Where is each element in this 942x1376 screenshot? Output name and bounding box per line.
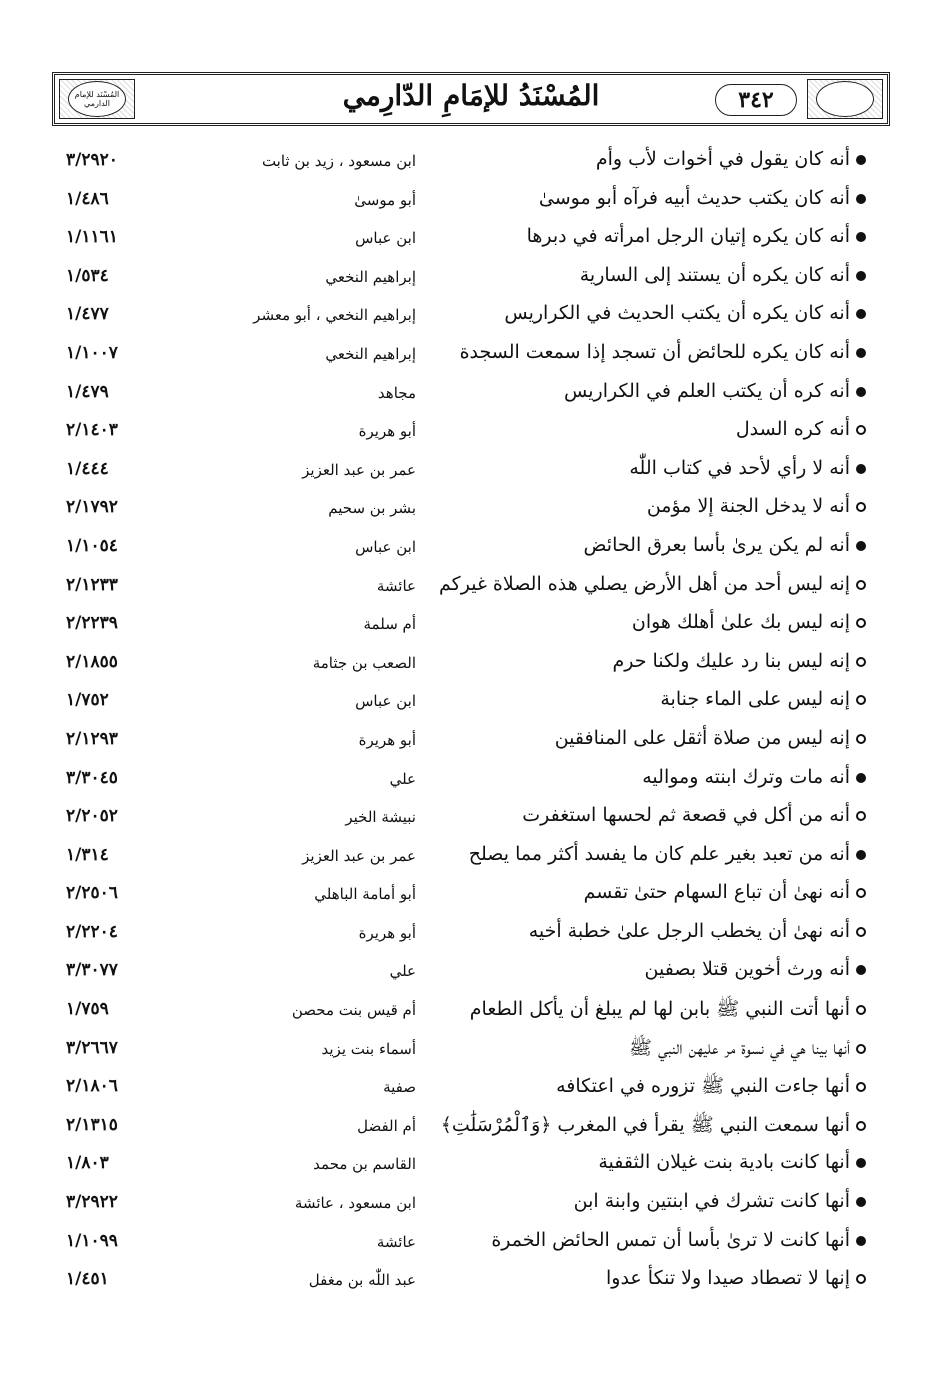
hadith-incipit [580, 264, 866, 286]
hadith-text: أنها كانت تشرك في ابنتين وابنة ابن [573, 1190, 850, 1213]
volume-hadith-reference: ٣/٣٠٧٧ [66, 960, 118, 981]
index-row [60, 875, 866, 914]
volume-hadith-reference: ٣/٢٩٢٠ [66, 150, 118, 170]
open-circle-icon [856, 425, 866, 435]
volume-hadith-reference: ١/٨٠٣ [66, 1153, 109, 1174]
hadith-incipit [645, 958, 866, 980]
narrator: إبراهيم النخعي [325, 267, 416, 286]
narrator: عائشة [376, 576, 416, 595]
open-circle-icon [856, 657, 866, 667]
volume-hadith-reference: ٢/٢٥٠٦ [66, 883, 118, 904]
volume-hadith-reference: ٢/٢٢٠٤ [66, 921, 118, 942]
hadith-incipit [439, 573, 866, 595]
index-row [60, 644, 866, 683]
volume-hadith-reference: ١/٥٣٤ [66, 265, 109, 286]
narrator: صفية [383, 1078, 416, 1097]
hadith-incipit [556, 1074, 866, 1102]
narrator: مجاهد [377, 383, 416, 402]
narrator: أبو أمامة الباهلي [314, 885, 416, 904]
volume-hadith-reference: ١/٤٧٩ [66, 381, 109, 402]
index-row [60, 258, 866, 297]
index-row [60, 412, 866, 451]
ornament-emblem-left [59, 79, 135, 119]
emblem-text: المُسْنَد للإمام الدارمي [68, 81, 126, 117]
volume-hadith-reference: ٢/١٤٠٣ [66, 420, 118, 441]
filled-circle-icon [856, 348, 866, 358]
emblem-decoration [816, 81, 874, 117]
narrator: عمر بن عبد العزيز [302, 846, 416, 865]
index-row [60, 1030, 866, 1069]
index-row [60, 798, 866, 837]
filled-circle-icon [856, 232, 866, 242]
hadith-incipit [642, 766, 866, 788]
index-row [60, 1261, 866, 1300]
hadith-text: أنه لم يكن يرىٰ بأسا بعرق الحائض [583, 533, 850, 556]
page-number: ٣٤٢ [715, 84, 797, 116]
open-circle-icon [856, 927, 866, 937]
filled-circle-icon [856, 464, 866, 474]
hadith-text: أنه لا رأي لأحد في كتاب اللّٰه [629, 456, 850, 479]
volume-hadith-reference: ١/٤٨٦ [66, 188, 109, 209]
hadith-incipit [555, 727, 866, 749]
narrator: أبو موسىٰ [354, 190, 416, 209]
volume-hadith-reference: ٣/٢٦٦٧ [66, 1037, 118, 1058]
index-row [60, 721, 866, 760]
index-row [60, 296, 866, 335]
filled-circle-icon [856, 1158, 866, 1168]
hadith-incipit [529, 920, 866, 942]
narrator: ابن عباس [355, 537, 416, 556]
index-row [60, 489, 866, 528]
narrator: عبد اللّٰه بن مغفل [308, 1271, 416, 1290]
hadith-incipit [539, 187, 866, 209]
index-row [60, 1068, 866, 1107]
hadith-text: أنها كانت بادية بنت غيلان الثقفية [598, 1151, 850, 1174]
narrator: أسماء بنت يزيد [321, 1039, 416, 1058]
hadith-text: أنها جاءت النبي ﷺ تزوره في اعتكافه [556, 1075, 850, 1098]
hadith-text: أنه كان يكره إتيان الرجل امرأته في دبرها [526, 225, 850, 248]
index-row [60, 219, 866, 258]
hadith-incipit [629, 457, 866, 479]
hadith-text: إنه ليس أحد من أهل الأرض يصلي هذه الصلاة غيركم [439, 572, 850, 595]
volume-hadith-reference: ٢/٢٠٥٢ [66, 806, 118, 827]
volume-hadith-reference: ١/٤٧٧ [66, 304, 109, 325]
volume-hadith-reference: ٢/١٨٠٦ [66, 1076, 118, 1097]
filled-circle-icon [856, 271, 866, 281]
filled-circle-icon [856, 773, 866, 783]
index-list [60, 142, 866, 1300]
narrator: أم سلمة [363, 615, 416, 634]
volume-hadith-reference: ١/١٠٠٧ [66, 342, 118, 363]
hadith-text: إنه ليس بنا رد عليك ولكنا حرم [612, 649, 850, 672]
open-circle-icon [856, 580, 866, 590]
hadith-text: أنه من أكل في قصعة ثم لحسها استغفرت [522, 804, 850, 827]
narrator: بشر بن سحيم [328, 499, 416, 518]
hadith-text: أنه كان يكره للحائض أن تسجد إذا سمعت السجدة [459, 340, 850, 363]
open-circle-icon [856, 695, 866, 705]
hadith-incipit [574, 1190, 866, 1212]
index-row [60, 605, 866, 644]
hadith-incipit [596, 148, 866, 170]
narrator: الصعب بن جثامة [312, 653, 416, 672]
index-row [60, 682, 866, 721]
index-row [60, 142, 866, 181]
open-circle-icon [856, 734, 866, 744]
hadith-text: أنه نهىٰ أن تباع السهام حتىٰ تقسم [583, 881, 850, 904]
volume-hadith-reference: ١/١٠٥٤ [66, 535, 118, 556]
narrator: أم الفضل [357, 1116, 416, 1135]
narrator: علي [389, 769, 416, 788]
filled-circle-icon [856, 1236, 866, 1246]
hadith-incipit [736, 418, 866, 440]
filled-circle-icon [856, 387, 866, 397]
narrator: إبراهيم النخعي [325, 344, 416, 363]
hadith-incipit [584, 881, 866, 903]
narrator: ابن عباس [355, 229, 416, 248]
hadith-incipit [632, 611, 866, 633]
filled-circle-icon [856, 194, 866, 204]
hadith-incipit [460, 341, 866, 363]
narrator: ابن مسعود ، زيد بن ثابت [261, 152, 416, 170]
hadith-text: أنه كان يكره أن يستند إلى السارية [579, 263, 850, 286]
narrator: نبيشة الخير [345, 808, 416, 827]
hadith-text: أنها بينا هي في نسوة مر عليهن النبي ﷺ [628, 1036, 850, 1059]
hadith-text: أنه لا يدخل الجنة إلا مؤمن [646, 495, 850, 518]
hadith-incipit [660, 688, 866, 710]
index-row [60, 181, 866, 220]
volume-hadith-reference: ٢/١٧٩٢ [66, 497, 118, 518]
narrator: أبو هريرة [358, 422, 416, 441]
hadith-text: أنه مات وترك ابنته ومواليه [642, 765, 850, 788]
hadith-incipit [469, 843, 866, 865]
open-circle-icon [856, 1005, 866, 1015]
open-circle-icon [856, 1044, 866, 1054]
volume-hadith-reference: ٢/٢٢٣٩ [66, 613, 118, 634]
filled-circle-icon [856, 309, 866, 319]
hadith-text: أنه من تعبد بغير علم كان ما يفسد أكثر مما يصلح [468, 842, 850, 865]
index-row [60, 451, 866, 490]
volume-hadith-reference: ٢/١٨٥٥ [66, 651, 118, 672]
hadith-incipit [606, 1267, 866, 1289]
hadith-incipit [584, 534, 866, 556]
volume-hadith-reference: ١/٤٤٤ [66, 458, 109, 479]
index-row [60, 991, 866, 1030]
hadith-text: أنه كان يكره أن يكتب الحديث في الكراريس [504, 302, 850, 325]
open-circle-icon [856, 811, 866, 821]
index-row [60, 914, 866, 953]
volume-hadith-reference: ١/٧٥٢ [66, 690, 109, 711]
volume-hadith-reference: ١/٧٥٩ [66, 999, 109, 1020]
index-row [60, 374, 866, 413]
hadith-incipit [470, 997, 866, 1025]
hadith-text: أنه كره السدل [735, 418, 850, 441]
volume-hadith-reference: ١/١١٦١ [66, 227, 118, 248]
filled-circle-icon [856, 965, 866, 975]
index-row [60, 837, 866, 876]
hadith-incipit [491, 1229, 866, 1251]
open-circle-icon [856, 888, 866, 898]
index-row [60, 1145, 866, 1184]
volume-hadith-reference: ٣/٢٩٢٢ [66, 1192, 118, 1213]
open-circle-icon [856, 502, 866, 512]
hadith-text: إنه ليس بك علىٰ أهلك هوان [631, 611, 850, 634]
volume-hadith-reference: ١/١٠٩٩ [66, 1230, 118, 1251]
hadith-text: أنه كان يكتب حديث أبيه فرآه أبو موسىٰ [538, 186, 850, 209]
narrator: إبراهيم النخعي ، أبو معشر [253, 306, 416, 325]
narrator: ابن مسعود ، عائشة [294, 1194, 416, 1213]
narrator: علي [389, 962, 416, 981]
hadith-text: أنها أتت النبي ﷺ بابن لها لم يبلغ أن يأكل الطعام [469, 998, 850, 1021]
index-row [60, 528, 866, 567]
open-circle-icon [856, 1121, 866, 1131]
open-circle-icon [856, 1082, 866, 1092]
filled-circle-icon [856, 155, 866, 165]
index-row [60, 952, 866, 991]
open-circle-icon [856, 1274, 866, 1284]
hadith-text: إنه ليس من صلاة أثقل على المنافقين [554, 726, 850, 749]
volume-hadith-reference: ٢/١٢٩٣ [66, 728, 118, 749]
hadith-incipit [598, 1151, 866, 1173]
index-row [60, 567, 866, 606]
volume-hadith-reference: ١/٣١٤ [66, 844, 109, 865]
index-row [60, 1184, 866, 1223]
hadith-incipit [522, 804, 866, 826]
narrator: أم قيس بنت محصن [291, 1001, 416, 1020]
ornament-emblem-right [807, 79, 883, 119]
index-row [60, 1223, 866, 1262]
hadith-incipit [441, 1113, 866, 1141]
hadith-text: أنه كره أن يكتب العلم في الكراريس [564, 379, 850, 402]
volume-hadith-reference: ٢/١٣١٥ [66, 1114, 118, 1135]
volume-hadith-reference: ٢/١٢٣٣ [66, 574, 118, 595]
hadith-incipit [612, 650, 866, 672]
page-header [52, 72, 890, 126]
hadith-incipit [629, 1036, 866, 1064]
narrator: القاسم بن محمد [313, 1155, 416, 1174]
narrator: عائشة [376, 1232, 416, 1251]
hadith-text: أنه كان يقول في أخوات لأب وأم [595, 148, 850, 170]
index-row [60, 335, 866, 374]
hadith-text: إنها لا تصطاد صيدا ولا تنكأ عدوا [606, 1267, 850, 1290]
hadith-incipit [504, 302, 866, 324]
hadith-text: أنها سمعت النبي ﷺ يقرأ في المغرب ﴿وَٱلْمُرْسَلَٰتِ﴾ [440, 1113, 850, 1136]
filled-circle-icon [856, 1197, 866, 1207]
hadith-text: أنه نهىٰ أن يخطب الرجل علىٰ خطبة أخيه [528, 919, 850, 942]
volume-hadith-reference: ١/٤٥١ [66, 1269, 109, 1290]
narrator: أبو هريرة [358, 923, 416, 942]
filled-circle-icon [856, 850, 866, 860]
index-row [60, 760, 866, 799]
open-circle-icon [856, 618, 866, 628]
index-row [60, 1107, 866, 1146]
hadith-text: أنه ورث أخوين قتلا بصفين [644, 958, 850, 981]
hadith-incipit [647, 495, 866, 517]
narrator: عمر بن عبد العزيز [302, 460, 416, 479]
hadith-text: أنها كانت لا ترىٰ بأسا أن تمس الحائض الخمرة [491, 1228, 850, 1251]
narrator: أبو هريرة [358, 730, 416, 749]
narrator: ابن عباس [355, 692, 416, 711]
hadith-text: إنه ليس على الماء جنابة [660, 688, 850, 711]
volume-hadith-reference: ٣/٣٠٤٥ [66, 767, 118, 788]
hadith-incipit [527, 225, 866, 247]
hadith-incipit [564, 380, 866, 402]
filled-circle-icon [856, 541, 866, 551]
page-title: المُسْنَدُ للإمَامِ الدّارِمي [342, 79, 600, 112]
